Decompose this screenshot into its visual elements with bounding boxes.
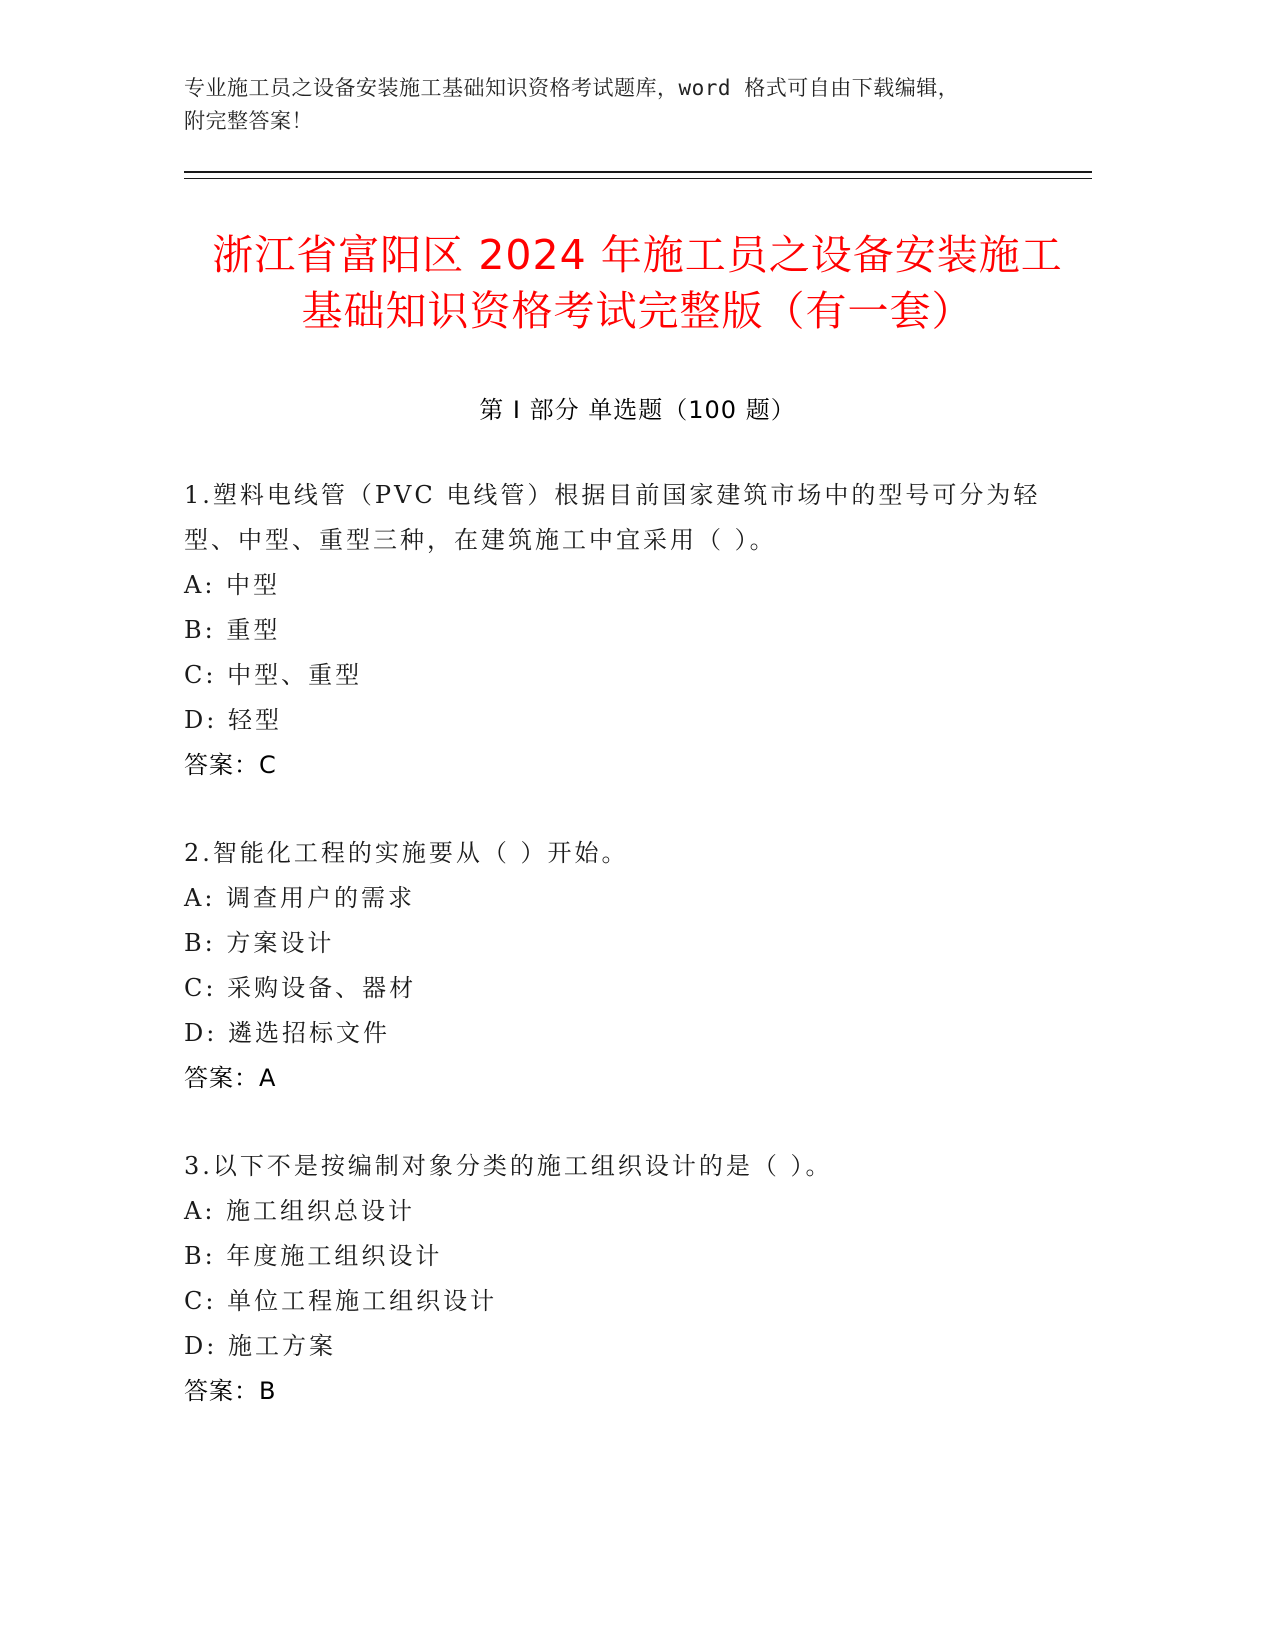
question-1 <box>184 473 1084 788</box>
option-a: A: 施工组织总设计 <box>184 1197 416 1225</box>
option-b: B: 方案设计 <box>184 929 335 957</box>
option-d: D: 轻型 <box>184 706 282 734</box>
answer: 答案：C <box>184 751 277 779</box>
answer: 答案：B <box>184 1377 277 1405</box>
option-c: C: 单位工程施工组织设计 <box>184 1287 498 1315</box>
document-title-line-1: 浙江省富阳区 2024 年施工员之设备安装施工 <box>212 231 1063 279</box>
question-stem: 1.塑料电线管（PVC 电线管）根据目前国家建筑市场中的型号可分为轻型、中型、重型三种，在建筑施工中宜采用（ ）。 <box>184 481 1041 554</box>
section-title: 第 I 部分 单选题（100 题） <box>479 396 796 424</box>
document-title-line-2: 基础知识资格考试完整版（有一套） <box>301 287 974 335</box>
option-d: D: 施工方案 <box>184 1332 336 1360</box>
question-stem: 3.以下不是按编制对象分类的施工组织设计的是（ ）。 <box>184 1152 833 1180</box>
question-2 <box>184 831 1084 1101</box>
header-note <box>184 72 1084 138</box>
header-divider-thick <box>184 171 1092 173</box>
option-a: A: 调查用户的需求 <box>184 884 416 912</box>
header-note-line-2: 附完整答案！ <box>184 109 313 133</box>
question-3 <box>184 1144 1084 1414</box>
option-c: C: 采购设备、器材 <box>184 974 417 1002</box>
question-list <box>184 473 1084 1457</box>
option-c: C: 中型、重型 <box>184 661 363 689</box>
option-b: B: 年度施工组织设计 <box>184 1242 443 1270</box>
header-note-line-1: 专业施工员之设备安装施工基础知识资格考试题库，word 格式可自由下载编辑， <box>184 76 960 100</box>
option-b: B: 重型 <box>184 616 281 644</box>
answer: 答案：A <box>184 1064 277 1092</box>
header-divider-thin <box>184 178 1092 179</box>
option-d: D: 遴选招标文件 <box>184 1019 390 1047</box>
document-title <box>150 227 1125 339</box>
question-stem: 2.智能化工程的实施要从（ ）开始。 <box>184 839 629 867</box>
option-a: A: 中型 <box>184 571 281 599</box>
